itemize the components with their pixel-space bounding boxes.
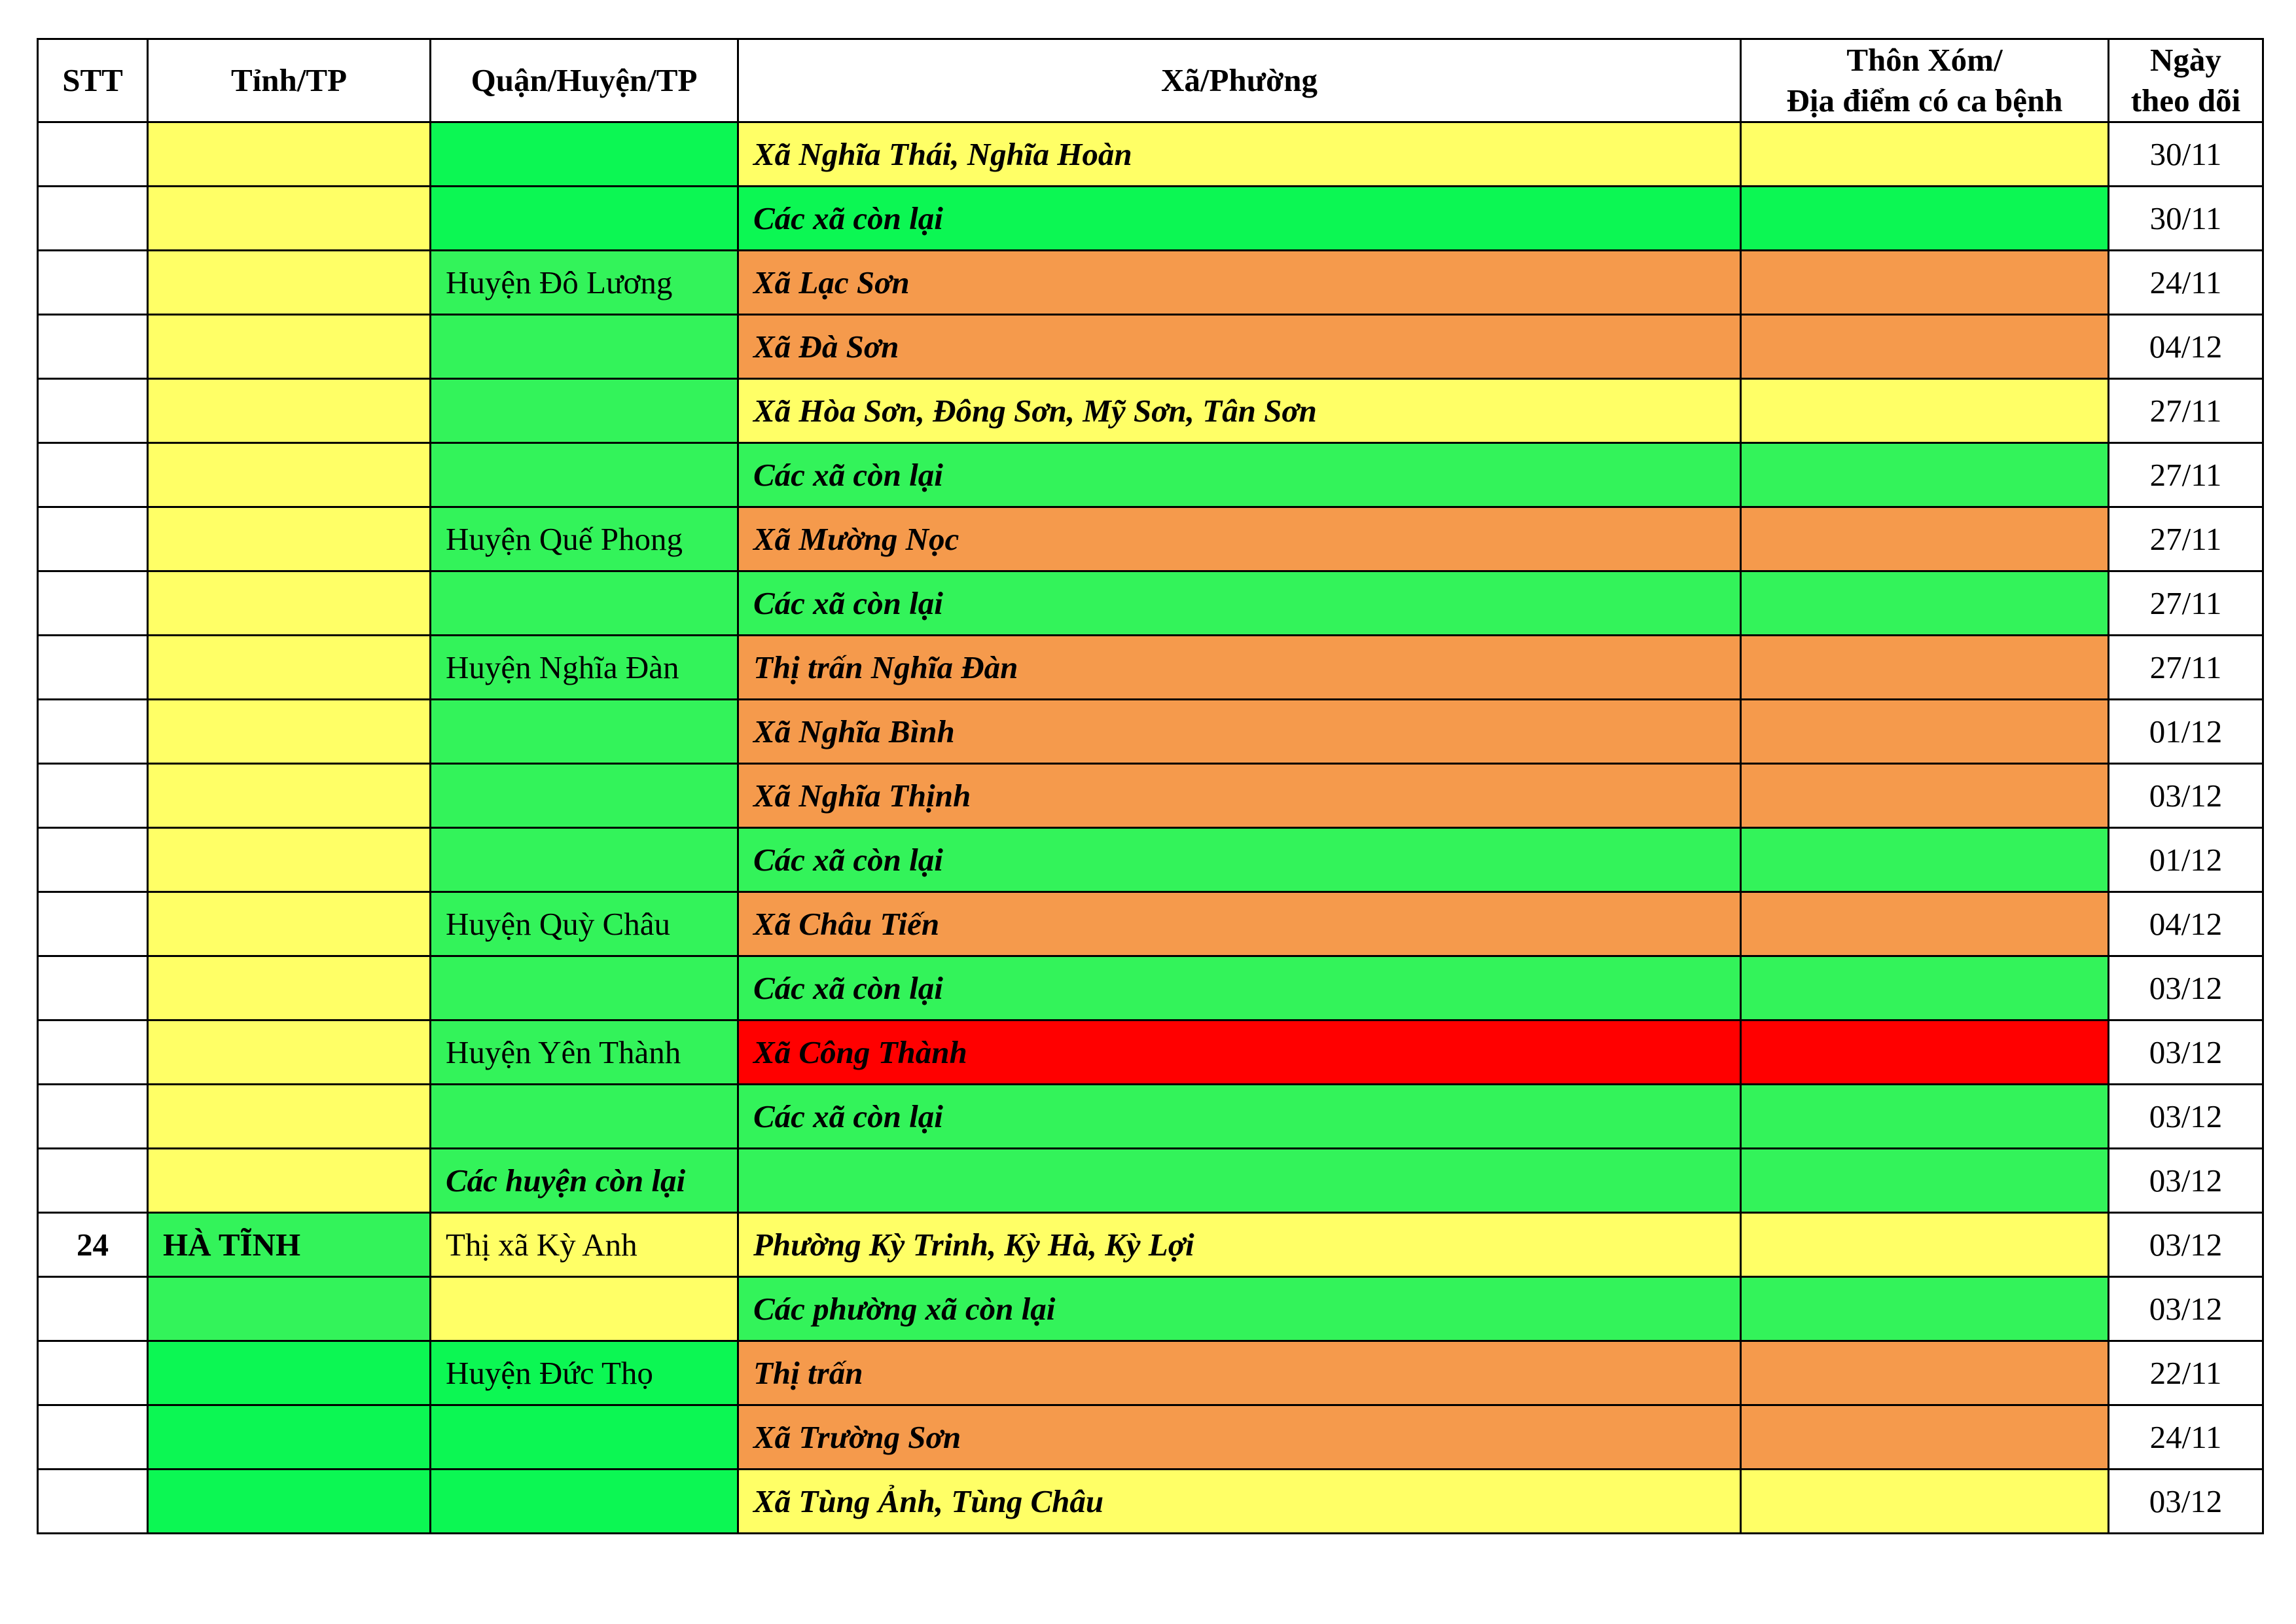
- table-row: [38, 315, 2263, 379]
- province-cell: [148, 379, 431, 443]
- location-cell: [1741, 1149, 2109, 1213]
- location-cell: [1741, 379, 2109, 443]
- province-cell: [148, 1341, 431, 1405]
- stt-cell: [38, 251, 148, 315]
- district-cell: [431, 443, 738, 507]
- date-cell: 27/11: [2109, 443, 2263, 507]
- header-stt: STT: [38, 39, 148, 122]
- location-cell: [1741, 1405, 2109, 1470]
- province-cell: [148, 1277, 431, 1341]
- date-cell: 04/12: [2109, 315, 2263, 379]
- location-cell: [1741, 636, 2109, 700]
- ward-cell: Các phường xã còn lại: [738, 1277, 1741, 1341]
- covid-risk-table: [37, 38, 2264, 1534]
- location-cell: [1741, 1020, 2109, 1085]
- province-cell: [148, 1405, 431, 1470]
- province-cell: [148, 700, 431, 764]
- stt-cell: [38, 1085, 148, 1149]
- location-cell: [1741, 1341, 2109, 1405]
- ward-cell: Xã Lạc Sơn: [738, 251, 1741, 315]
- district-cell: Các huyện còn lại: [431, 1149, 738, 1213]
- date-cell: 27/11: [2109, 507, 2263, 571]
- location-cell: [1741, 1277, 2109, 1341]
- stt-cell: [38, 379, 148, 443]
- table-row: [38, 1405, 2263, 1470]
- stt-cell: [38, 507, 148, 571]
- province-cell: [148, 636, 431, 700]
- ward-cell: Phường Kỳ Trinh, Kỳ Hà, Kỳ Lợi: [738, 1213, 1741, 1277]
- ward-cell: Các xã còn lại: [738, 187, 1741, 251]
- stt-cell: [38, 1405, 148, 1470]
- district-cell: [431, 315, 738, 379]
- location-cell: [1741, 1470, 2109, 1534]
- stt-cell: [38, 700, 148, 764]
- location-cell: [1741, 1085, 2109, 1149]
- ward-cell: Xã Công Thành: [738, 1020, 1741, 1085]
- province-cell: [148, 1085, 431, 1149]
- header-location: [1741, 39, 2109, 122]
- ward-cell: Các xã còn lại: [738, 443, 1741, 507]
- table-row: [38, 1020, 2263, 1085]
- ward-cell: Thị trấn Nghĩa Đàn: [738, 636, 1741, 700]
- ward-cell: Các xã còn lại: [738, 828, 1741, 892]
- location-cell: [1741, 315, 2109, 379]
- district-cell: Thị xã Kỳ Anh: [431, 1213, 738, 1277]
- table-row: [38, 700, 2263, 764]
- table-row: [38, 571, 2263, 636]
- stt-cell: [38, 443, 148, 507]
- header-date-line2: theo dõi: [2130, 82, 2241, 118]
- district-cell: [431, 828, 738, 892]
- stt-cell: [38, 571, 148, 636]
- ward-cell: Thị trấn: [738, 1341, 1741, 1405]
- date-cell: 30/11: [2109, 122, 2263, 187]
- province-cell: [148, 315, 431, 379]
- ward-cell: Xã Nghĩa Thịnh: [738, 764, 1741, 828]
- stt-cell: [38, 764, 148, 828]
- province-cell: [148, 1470, 431, 1534]
- stt-cell: [38, 1341, 148, 1405]
- ward-cell: Xã Tùng Ảnh, Tùng Châu: [738, 1470, 1741, 1534]
- date-cell: 03/12: [2109, 1213, 2263, 1277]
- province-cell: [148, 187, 431, 251]
- district-cell: [431, 122, 738, 187]
- location-cell: [1741, 443, 2109, 507]
- ward-cell: Xã Đà Sơn: [738, 315, 1741, 379]
- stt-cell: [38, 1470, 148, 1534]
- table-row: [38, 636, 2263, 700]
- province-cell: [148, 507, 431, 571]
- province-cell: [148, 122, 431, 187]
- header-date: [2109, 39, 2263, 122]
- province-cell: [148, 1020, 431, 1085]
- district-cell: Huyện Nghĩa Đàn: [431, 636, 738, 700]
- date-cell: 03/12: [2109, 1277, 2263, 1341]
- district-cell: [431, 379, 738, 443]
- location-cell: [1741, 251, 2109, 315]
- location-cell: [1741, 122, 2109, 187]
- ward-cell: [738, 1149, 1741, 1213]
- header-row: [38, 39, 2263, 122]
- ward-cell: Các xã còn lại: [738, 571, 1741, 636]
- header-province: Tỉnh/TP: [148, 39, 431, 122]
- table-row: [38, 251, 2263, 315]
- province-cell: HÀ TĨNH: [148, 1213, 431, 1277]
- table-row: [38, 1085, 2263, 1149]
- table-row: [38, 122, 2263, 187]
- location-cell: [1741, 764, 2109, 828]
- stt-cell: [38, 828, 148, 892]
- district-cell: [431, 1277, 738, 1341]
- date-cell: 27/11: [2109, 636, 2263, 700]
- ward-cell: Xã Châu Tiến: [738, 892, 1741, 956]
- date-cell: 03/12: [2109, 1085, 2263, 1149]
- province-cell: [148, 1149, 431, 1213]
- date-cell: 01/12: [2109, 828, 2263, 892]
- ward-cell: Các xã còn lại: [738, 956, 1741, 1020]
- location-cell: [1741, 507, 2109, 571]
- table-row: [38, 1341, 2263, 1405]
- table-row: [38, 507, 2263, 571]
- stt-cell: [38, 1020, 148, 1085]
- date-cell: 03/12: [2109, 1149, 2263, 1213]
- header-location-line1: Thôn Xóm/: [1846, 42, 2003, 78]
- header-district: Quận/Huyện/TP: [431, 39, 738, 122]
- province-cell: [148, 251, 431, 315]
- table-row: [38, 956, 2263, 1020]
- date-cell: 03/12: [2109, 1470, 2263, 1534]
- province-cell: [148, 571, 431, 636]
- district-cell: [431, 1085, 738, 1149]
- district-cell: Huyện Đức Thọ: [431, 1341, 738, 1405]
- location-cell: [1741, 892, 2109, 956]
- district-cell: [431, 187, 738, 251]
- date-cell: 27/11: [2109, 379, 2263, 443]
- province-cell: [148, 443, 431, 507]
- province-cell: [148, 764, 431, 828]
- province-cell: [148, 956, 431, 1020]
- ward-cell: Xã Trường Sơn: [738, 1405, 1741, 1470]
- district-cell: Huyện Đô Lương: [431, 251, 738, 315]
- location-cell: [1741, 571, 2109, 636]
- location-cell: [1741, 187, 2109, 251]
- table-row: [38, 443, 2263, 507]
- header-location-line2: Địa điểm có ca bệnh: [1786, 82, 2063, 118]
- table-row: [38, 1470, 2263, 1534]
- date-cell: 03/12: [2109, 956, 2263, 1020]
- district-cell: [431, 571, 738, 636]
- location-cell: [1741, 828, 2109, 892]
- district-cell: [431, 1405, 738, 1470]
- province-cell: [148, 892, 431, 956]
- date-cell: 03/12: [2109, 764, 2263, 828]
- date-cell: 24/11: [2109, 1405, 2263, 1470]
- province-cell: [148, 828, 431, 892]
- district-cell: [431, 1470, 738, 1534]
- stt-cell: [38, 956, 148, 1020]
- location-cell: [1741, 700, 2109, 764]
- ward-cell: Các xã còn lại: [738, 1085, 1741, 1149]
- district-cell: Huyện Quỳ Châu: [431, 892, 738, 956]
- ward-cell: Xã Mường Nọc: [738, 507, 1741, 571]
- stt-cell: [38, 892, 148, 956]
- table-row: [38, 764, 2263, 828]
- stt-cell: [38, 1149, 148, 1213]
- ward-cell: Xã Nghĩa Bình: [738, 700, 1741, 764]
- stt-cell: [38, 122, 148, 187]
- location-cell: [1741, 956, 2109, 1020]
- stt-cell: [38, 636, 148, 700]
- district-cell: [431, 700, 738, 764]
- table-row: [38, 1213, 2263, 1277]
- district-cell: [431, 764, 738, 828]
- header-date-line1: Ngày: [2150, 42, 2221, 78]
- date-cell: 01/12: [2109, 700, 2263, 764]
- location-cell: [1741, 1213, 2109, 1277]
- district-cell: Huyện Quế Phong: [431, 507, 738, 571]
- date-cell: 22/11: [2109, 1341, 2263, 1405]
- stt-cell: 24: [38, 1213, 148, 1277]
- stt-cell: [38, 1277, 148, 1341]
- table-row: [38, 1277, 2263, 1341]
- date-cell: 27/11: [2109, 571, 2263, 636]
- date-cell: 30/11: [2109, 187, 2263, 251]
- table-row: [38, 379, 2263, 443]
- header-ward: Xã/Phường: [738, 39, 1741, 122]
- ward-cell: Xã Nghĩa Thái, Nghĩa Hoàn: [738, 122, 1741, 187]
- table-row: [38, 892, 2263, 956]
- district-cell: Huyện Yên Thành: [431, 1020, 738, 1085]
- district-cell: [431, 956, 738, 1020]
- ward-cell: Xã Hòa Sơn, Đông Sơn, Mỹ Sơn, Tân Sơn: [738, 379, 1741, 443]
- table-row: [38, 1149, 2263, 1213]
- date-cell: 03/12: [2109, 1020, 2263, 1085]
- date-cell: 04/12: [2109, 892, 2263, 956]
- date-cell: 24/11: [2109, 251, 2263, 315]
- table-row: [38, 187, 2263, 251]
- stt-cell: [38, 315, 148, 379]
- stt-cell: [38, 187, 148, 251]
- table-row: [38, 828, 2263, 892]
